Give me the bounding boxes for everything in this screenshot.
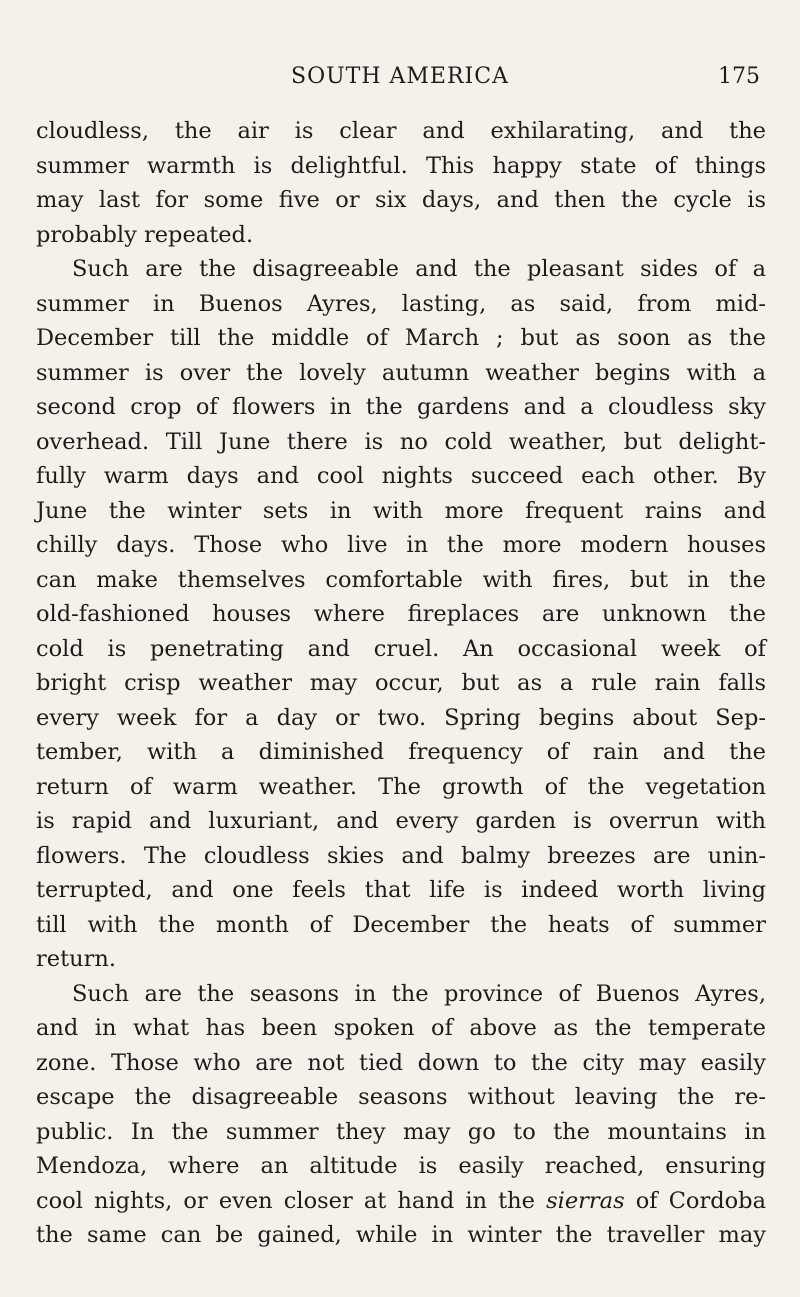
text-line: Such are the seasons in the province of Buenos Ayres, [72, 980, 766, 1007]
text-line-with-italic [36, 1184, 766, 1219]
text-line: summer is over the lovely autumn weather begins with a [36, 359, 766, 386]
text-line: summer warmth is delightful. This happy state of things [36, 152, 766, 179]
text-line: December till the middle of March ; but as soon as the [36, 325, 766, 351]
running-title: SOUTH AMERICA [291, 64, 509, 89]
text-line: Such are the disagreeable and the pleasant sides of a [72, 256, 766, 282]
text-line: every week for a day or two. Spring begins about Sep- [36, 704, 766, 731]
text-line: overhead. Till June there is no cold weather, but delight- [36, 428, 766, 455]
text-line: is rapid and luxuriant, and every garden is overrun with [36, 808, 766, 834]
text-line: cloudless, the air is clear and exhilarating, and the [36, 118, 766, 144]
text-run: cool nights, or even closer at hand in the [36, 1187, 547, 1214]
text-line: chilly days. Those who live in the more modern houses [36, 532, 766, 558]
text-line: may last for some five or six days, and then the cycle is [36, 187, 766, 213]
italic-term: sierras [546, 1187, 625, 1214]
text-line: bright crisp weather may occur, but as a rule rain falls [36, 670, 766, 696]
body-text [36, 114, 766, 1253]
text-run: of Cordoba [624, 1187, 767, 1214]
text-line: zone. Those who are not tied down to the city may easily [36, 1049, 766, 1076]
text-line: terrupted, and one feels that life is indeed worth living [36, 877, 766, 903]
text-line: tember, with a diminished frequency of rain and the [36, 739, 766, 765]
text-line: till with the month of December the heats of summer [36, 911, 766, 938]
text-line: old-fashioned houses where fireplaces are unknown the [36, 601, 766, 627]
text-line: can make themselves comfortable with fires, but in the [36, 566, 766, 593]
text-line: and in what has been spoken of above as the temperate [36, 1015, 766, 1041]
text-line: the same can be gained, while in winter the traveller may [36, 1222, 766, 1248]
text-line: Mendoza, where an altitude is easily reached, ensuring [36, 1153, 766, 1179]
text-line: return of warm weather. The growth of the vegetation [36, 773, 766, 800]
text-line: probably repeated. [36, 221, 254, 248]
text-line: fully warm days and cool nights succeed each other. By [36, 463, 766, 489]
text-line: cold is penetrating and cruel. An occasional week of [36, 635, 766, 662]
text-line: June the winter sets in with more frequent rains and [36, 497, 766, 524]
text-line: second crop of flowers in the gardens and a cloudless sky [36, 394, 766, 420]
text-line: return. [36, 946, 117, 972]
text-line: public. In the summer they may go to the mountains in [36, 1118, 766, 1145]
running-head [0, 62, 800, 92]
page-number: 175 [718, 64, 760, 89]
text-line: summer in Buenos Ayres, lasting, as said, from mid- [36, 290, 766, 317]
text-line: flowers. The cloudless skies and balmy breezes are unin- [36, 842, 766, 869]
text-line: escape the disagreeable seasons without leaving the re- [36, 1084, 766, 1110]
